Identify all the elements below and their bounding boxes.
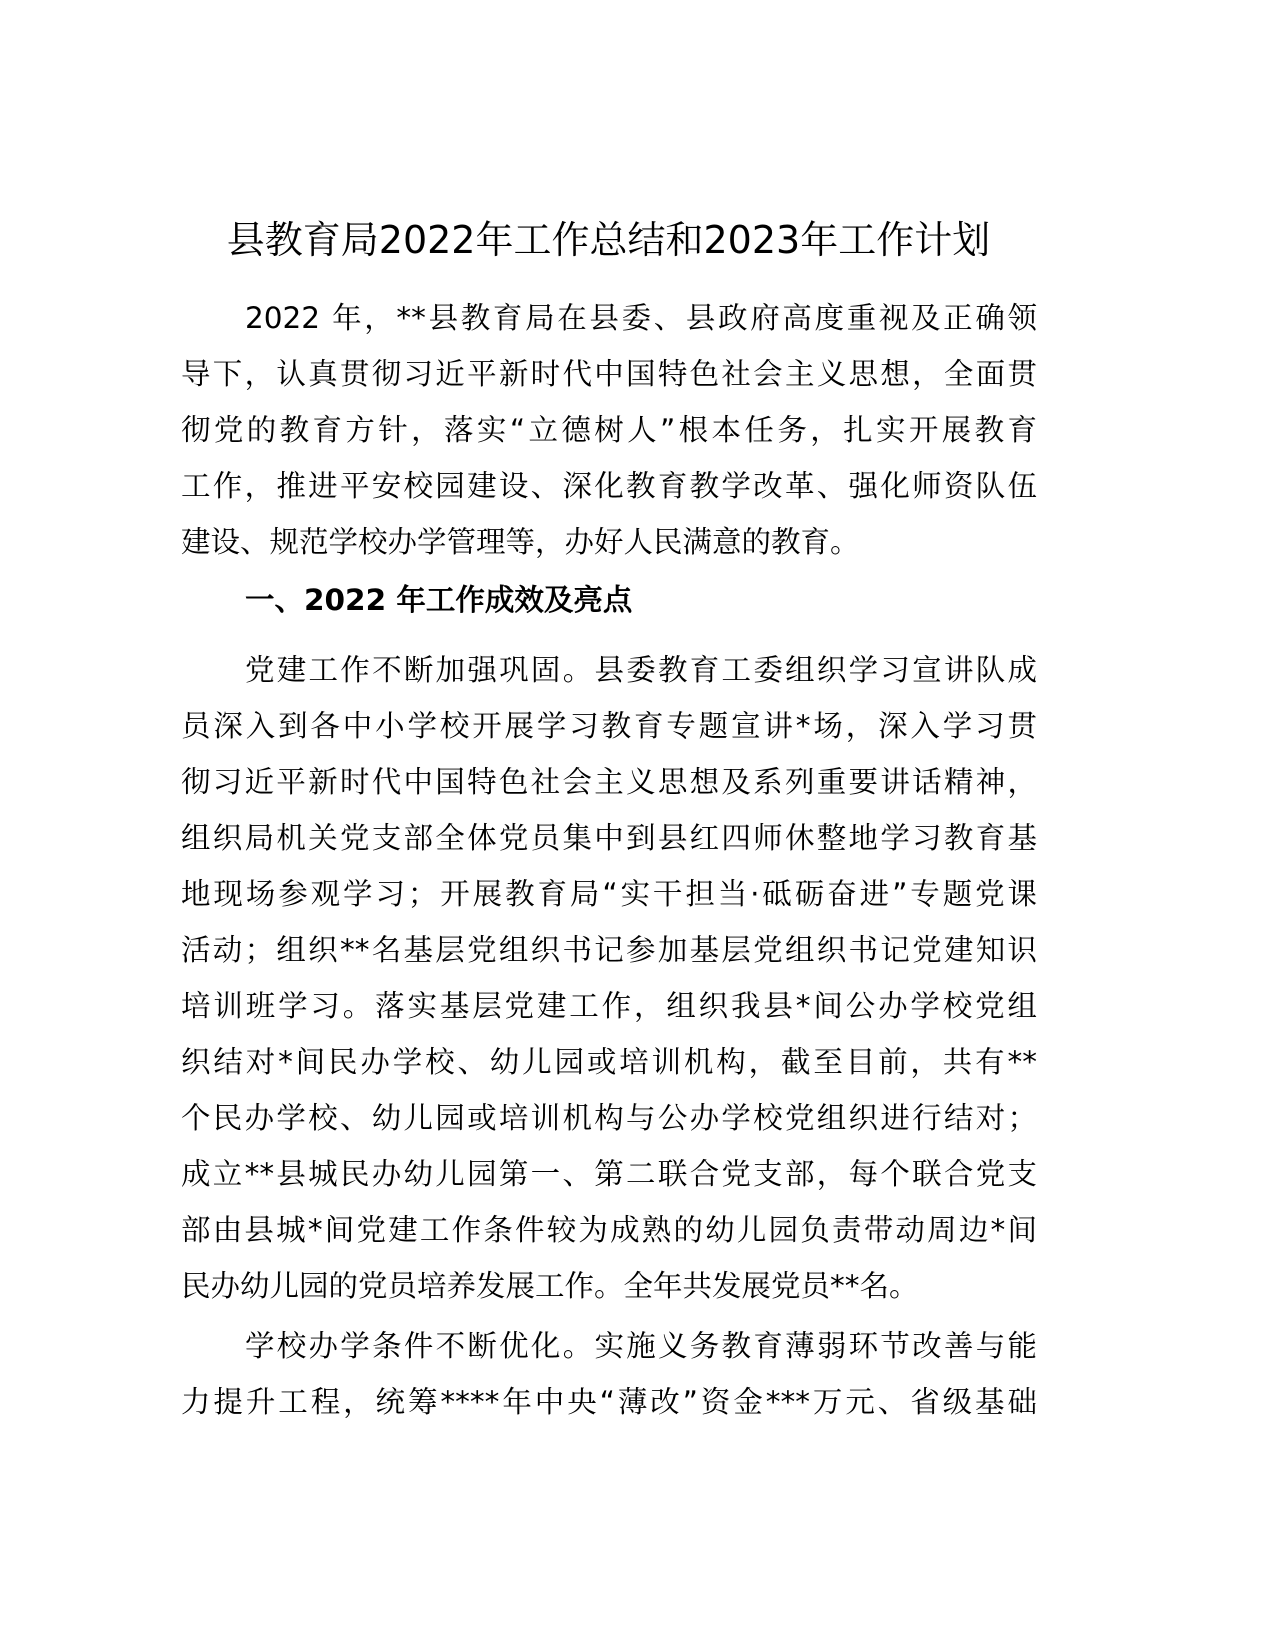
paragraph-line: 工作，推进平安校园建设、深化教育教学改革、强化师资队伍 (181, 469, 1037, 503)
section-heading: 一、2022 年工作成效及亮点 (245, 583, 633, 617)
paragraph-line: 部由县城*间党建工作条件较为成熟的幼儿园负责带动周边*间 (181, 1213, 1037, 1247)
paragraph-line: 织结对*间民办学校、幼儿园或培训机构，截至目前，共有** (181, 1045, 1037, 1079)
paragraph-line: 建设、规范学校办学管理等，办好人民满意的教育。 (181, 525, 860, 559)
paragraph-line: 党建工作不断加强巩固。县委教育工委组织学习宣讲队成 (245, 653, 1037, 687)
paragraph-line: 活动；组织**名基层党组织书记参加基层党组织书记党建知识 (181, 933, 1037, 967)
paragraph-line: 彻党的教育方针，落实“立德树人”根本任务，扎实开展教育 (181, 413, 1037, 447)
paragraph-line: 员深入到各中小学校开展学习教育专题宣讲*场，深入学习贯 (181, 709, 1037, 743)
paragraph-line: 地现场参观学习；开展教育局“实干担当·砥砺奋进”专题党课 (181, 877, 1037, 911)
school-conditions-paragraph (181, 1318, 1037, 1430)
document-title: 县教育局2022年工作总结和2023年工作计划 (226, 218, 991, 262)
paragraph-line: 民办幼儿园的党员培养发展工作。全年共发展党员**名。 (181, 1269, 919, 1303)
intro-paragraph (181, 290, 1037, 570)
paragraph-line: 力提升工程，统筹****年中央“薄改”资金***万元、省级基础 (181, 1385, 1037, 1419)
paragraph-line: 个民办学校、幼儿园或培训机构与公办学校党组织进行结对； (181, 1101, 1037, 1135)
paragraph-line: 导下，认真贯彻习近平新时代中国特色社会主义思想，全面贯 (181, 357, 1037, 391)
paragraph-line: 学校办学条件不断优化。实施义务教育薄弱环节改善与能 (245, 1329, 1037, 1363)
paragraph-line: 成立**县城民办幼儿园第一、第二联合党支部，每个联合党支 (181, 1157, 1037, 1191)
paragraph-line: 组织局机关党支部全体党员集中到县红四师休整地学习教育基 (181, 821, 1037, 855)
paragraph-line: 2022 年，**县教育局在县委、县政府高度重视及正确领 (245, 301, 1037, 335)
party-building-paragraph (181, 642, 1037, 1314)
paragraph-line: 彻习近平新时代中国特色社会主义思想及系列重要讲话精神， (181, 765, 1037, 799)
paragraph-line: 培训班学习。落实基层党建工作，组织我县*间公办学校党组 (181, 989, 1037, 1023)
